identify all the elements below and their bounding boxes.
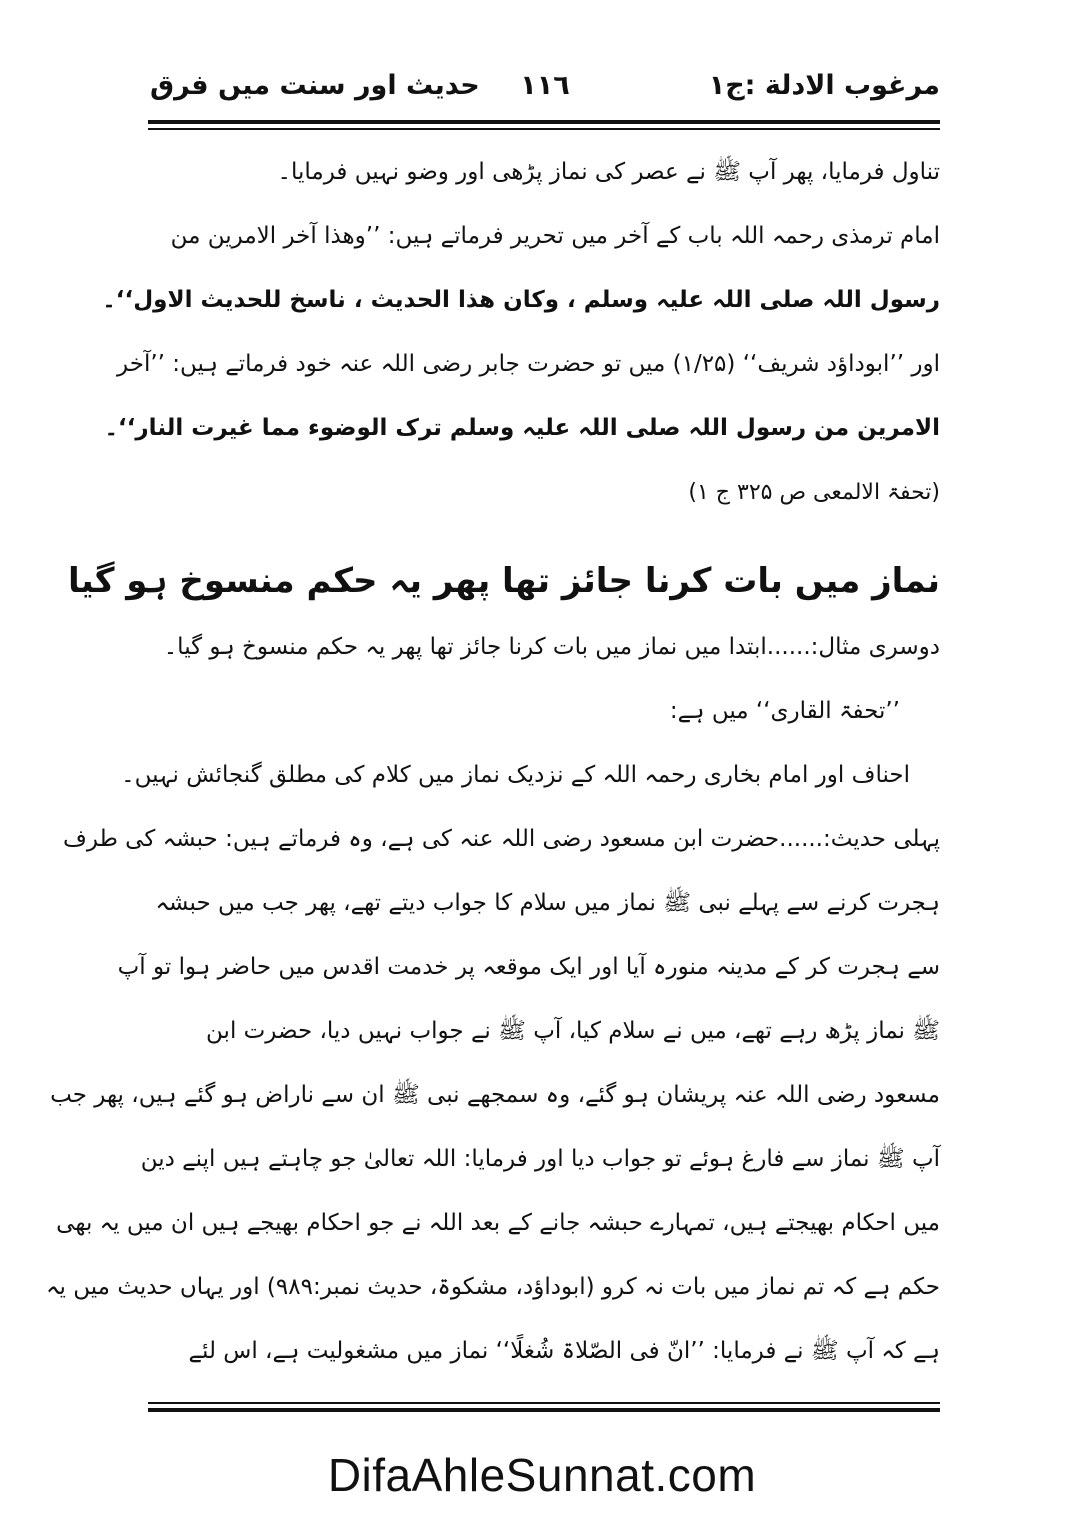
text-line: رسول اللہ صلی اللہ علیہ وسلم ، وکان ھذا الحدیث ، ناسخ للحدیث الاول‘‘۔: [102, 287, 940, 313]
text-block-bottom: [46, 632, 940, 1432]
text-line: مسعود رضی اللہ عنہ پریشان ہو گئے، وہ سمجھے نبی ﷺ ان سے ناراض ہو گئے ہیں، پھر جب: [50, 1082, 940, 1108]
text-line: احناف اور امام بخاری رحمہ اللہ کے نزدیک نماز میں کلام کی مطلق گنجائش نہیں۔: [121, 762, 910, 788]
watermark-text: DifaAhleSunnat.com: [327, 1449, 757, 1501]
text-line: دوسری مثال:......ابتدا میں نماز میں بات کرنا جائز تھا پھر یہ حکم منسوخ ہو گیا۔: [163, 634, 940, 660]
footer-rule-thin: [148, 1402, 940, 1404]
text-line: ہجرت کرنے سے پہلے نبی ﷺ نماز میں سلام کا جواب دیتے تھے، پھر جب میں حبشہ: [155, 890, 940, 916]
text-line: حکم ہے کہ تم نماز میں بات نہ کرو (ابوداؤد، مشکوۃ، حدیث نمبر:۹۸۹) اور یہاں حدیث میں یہ: [46, 1274, 940, 1300]
text-block-top: [102, 145, 940, 485]
page-header: [150, 64, 940, 116]
text-line: سے ہجرت کر کے مدینہ منورہ آیا اور ایک موقعہ پر خدمت اقدس میں حاضر ہوا تو آپ: [117, 954, 940, 980]
text-line: ﷺ نماز پڑھ رہے تھے، میں نے سلام کیا، آپ ﷺ نے جواب نہیں دیا، حضرت ابن: [206, 1018, 940, 1044]
book-title: مرغوب الادلة :ج١: [708, 70, 940, 101]
text-line: الامرین من رسول اللہ صلی اللہ علیہ وسلم ترک الوضوء مما غیرت النار‘‘۔: [104, 415, 940, 441]
text-line: ہے کہ آپ ﷺ نے فرمایا: ’’انّ فی الصّلاۃ شُغلًا‘‘ نماز میں مشغولیت ہے، اس لئے: [188, 1338, 940, 1364]
text-line: میں احکام بھیجتے ہیں، تمہارے حبشہ جانے کے بعد اللہ نے جو احکام بھیجے ہیں ان میں یہ بھی: [56, 1210, 940, 1236]
chapter-title: حدیث اور سنت میں فرق: [150, 70, 480, 101]
header-rule-thick: [148, 120, 940, 124]
header-rule-thin: [148, 128, 940, 130]
section-heading: نماز میں بات کرنا جائز تھا پھر یہ حکم منسوخ ہو گیا: [68, 561, 940, 601]
reference-row: [148, 480, 940, 520]
text-line: امام ترمذی رحمہ اللہ باب کے آخر میں تحریر فرماتے ہیں: ’’وھذا آخر الامرین من: [170, 223, 940, 249]
footer-rule-thick: [148, 1408, 940, 1412]
page-number: ١١٦: [520, 70, 570, 101]
reference-citation: (تحفۃ الالمعی ص ۳۲۵ ج ۱): [688, 480, 940, 505]
text-line: پہلی حدیث:......حضرت ابن مسعود رضی اللہ عنہ کی ہے، وہ فرماتے ہیں: حبشہ کی طرف: [63, 826, 940, 852]
text-line: تناول فرمایا، پھر آپ ﷺ نے عصر کی نماز پڑھی اور وضو نہیں فرمایا۔: [277, 159, 940, 185]
text-line: آپ ﷺ نماز سے فارغ ہوئے تو جواب دیا اور فرمایا: اللہ تعالیٰ جو چاہتے ہیں اپنے دین: [140, 1146, 940, 1172]
text-line: اور ’’ابوداؤد شریف‘‘ (۱/۲۵) میں تو حضرت جابر رضی اللہ عنہ خود فرماتے ہیں: ’’آخر: [117, 351, 940, 377]
text-line: ’’تحفۃ القاری‘‘ میں ہے:: [669, 698, 900, 724]
